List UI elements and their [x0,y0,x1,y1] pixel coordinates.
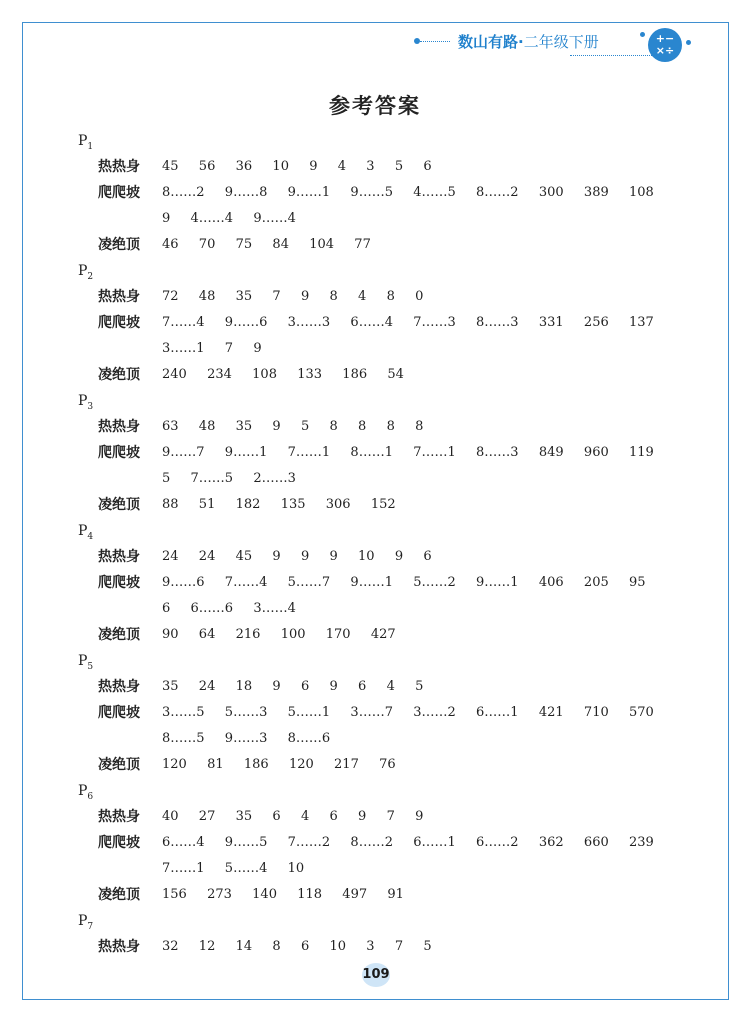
answer-list [78,128,698,960]
book-title: 数山有路 [458,33,519,51]
row-category-label: 凌绝顶 [98,757,140,773]
answer-row [78,700,698,726]
header [410,28,710,58]
row-category-label: 凌绝顶 [98,367,140,383]
answer-values: 3……5 5……3 5……1 3……7 3……2 6……1 421 710 570 [162,705,654,720]
answer-values: 8……2 9……8 9……1 9……5 4……5 8……2 300 389 108 [162,185,654,200]
row-category-label: 凌绝顶 [98,627,140,643]
row-category-label: 凌绝顶 [98,237,140,253]
icon-dot [686,40,691,45]
answer-row [78,622,698,648]
answer-values: 46 70 75 84 104 77 [162,237,371,252]
answer-row [78,466,698,492]
row-category-label [78,336,162,362]
section-page-label: $P_3$ [78,393,94,412]
answer-values: 6……4 9……5 7……2 8……2 6……1 6……2 362 660 239 [162,835,654,850]
row-category-label [78,856,162,882]
answer-row [78,154,698,180]
answer-row [78,726,698,752]
row-category-label: 热热身 [98,679,140,695]
answer-values: 9……7 9……1 7……1 8……1 7……1 8……3 849 960 119 [162,445,654,460]
section-page-label: $P_2$ [78,263,94,282]
row-category-label [78,596,162,622]
header-separator: · [518,33,524,51]
answer-row [78,830,698,856]
answer-values: 88 51 182 135 306 152 [162,497,396,512]
answer-row [78,752,698,778]
answer-row [78,362,698,388]
section-page-label: $P_1$ [78,133,94,152]
answer-row [78,414,698,440]
answer-values: 5 7……5 2……3 [162,471,296,486]
row-category-label [78,206,162,232]
row-category-label: 热热身 [98,419,140,435]
answer-values: 3……1 7 9 [162,341,262,356]
row-category-label: 爬爬坡 [98,575,140,591]
book-subtitle: 二年级下册 [523,33,599,51]
answer-values: 9 4……4 9……4 [162,211,296,226]
row-category-label: 热热身 [98,549,140,565]
row-category-label: 热热身 [98,809,140,825]
row-category-label: 爬爬坡 [98,315,140,331]
answer-row [78,310,698,336]
answer-values: 240 234 108 133 186 54 [162,367,404,382]
answer-row [78,804,698,830]
answer-values: 40 27 35 6 4 6 9 7 9 [162,809,424,824]
answer-row [78,206,698,232]
answer-row [78,180,698,206]
answer-values: 45 56 36 10 9 4 3 5 6 [162,159,432,174]
answer-values: 9……6 7……4 5……7 9……1 5……2 9……1 406 205 95 [162,575,646,590]
icon-dot [640,32,645,37]
answer-row [78,596,698,622]
section-page-label: $P_4$ [78,523,94,542]
answer-values: 8……5 9……3 8……6 [162,731,331,746]
header-title-group [458,31,599,52]
row-category-label: 热热身 [98,939,140,955]
row-category-label: 热热身 [98,289,140,305]
answer-row [78,856,698,882]
header-underline [570,55,660,56]
answer-values: 7……4 9……6 3……3 6……4 7……3 8……3 331 256 137 [162,315,654,330]
answer-values: 6 6……6 3……4 [162,601,296,616]
answer-values: 90 64 216 100 170 427 [162,627,396,642]
answer-values: 24 24 45 9 9 9 10 9 6 [162,549,432,564]
answer-row [78,544,698,570]
answer-row [78,492,698,518]
page-number: 109 [362,963,390,987]
row-category-label [78,726,162,752]
row-category-label: 热热身 [98,159,140,175]
answer-row [78,570,698,596]
row-category-label: 爬爬坡 [98,445,140,461]
answer-row [78,674,698,700]
answer-row [78,934,698,960]
header-dotted-line [420,41,450,42]
answer-row [78,232,698,258]
section-page-label: $P_6$ [78,783,94,802]
section-page-label: $P_7$ [78,913,94,932]
answer-row [78,284,698,310]
row-category-label: 爬爬坡 [98,705,140,721]
row-category-label: 凌绝顶 [98,497,140,513]
answer-values: 120 81 186 120 217 76 [162,757,396,772]
page-title: 参考答案 [329,94,421,118]
answer-values: 32 12 14 8 6 10 3 7 5 [162,939,432,954]
answer-values: 7……1 5……4 10 [162,861,305,876]
row-category-label [78,466,162,492]
row-category-label: 爬爬坡 [98,835,140,851]
answer-values: 35 24 18 9 6 9 6 4 5 [162,679,424,694]
math-operators-icon: +− ×÷ [648,28,682,62]
answer-row [78,882,698,908]
answer-row [78,336,698,362]
section-page-label: $P_5$ [78,653,94,672]
row-category-label: 凌绝顶 [98,887,140,903]
answer-values: 156 273 140 118 497 91 [162,887,404,902]
answer-values: 72 48 35 7 9 8 4 8 0 [162,289,424,304]
answer-values: 63 48 35 9 5 8 8 8 8 [162,419,424,434]
answer-row [78,440,698,466]
row-category-label: 爬爬坡 [98,185,140,201]
